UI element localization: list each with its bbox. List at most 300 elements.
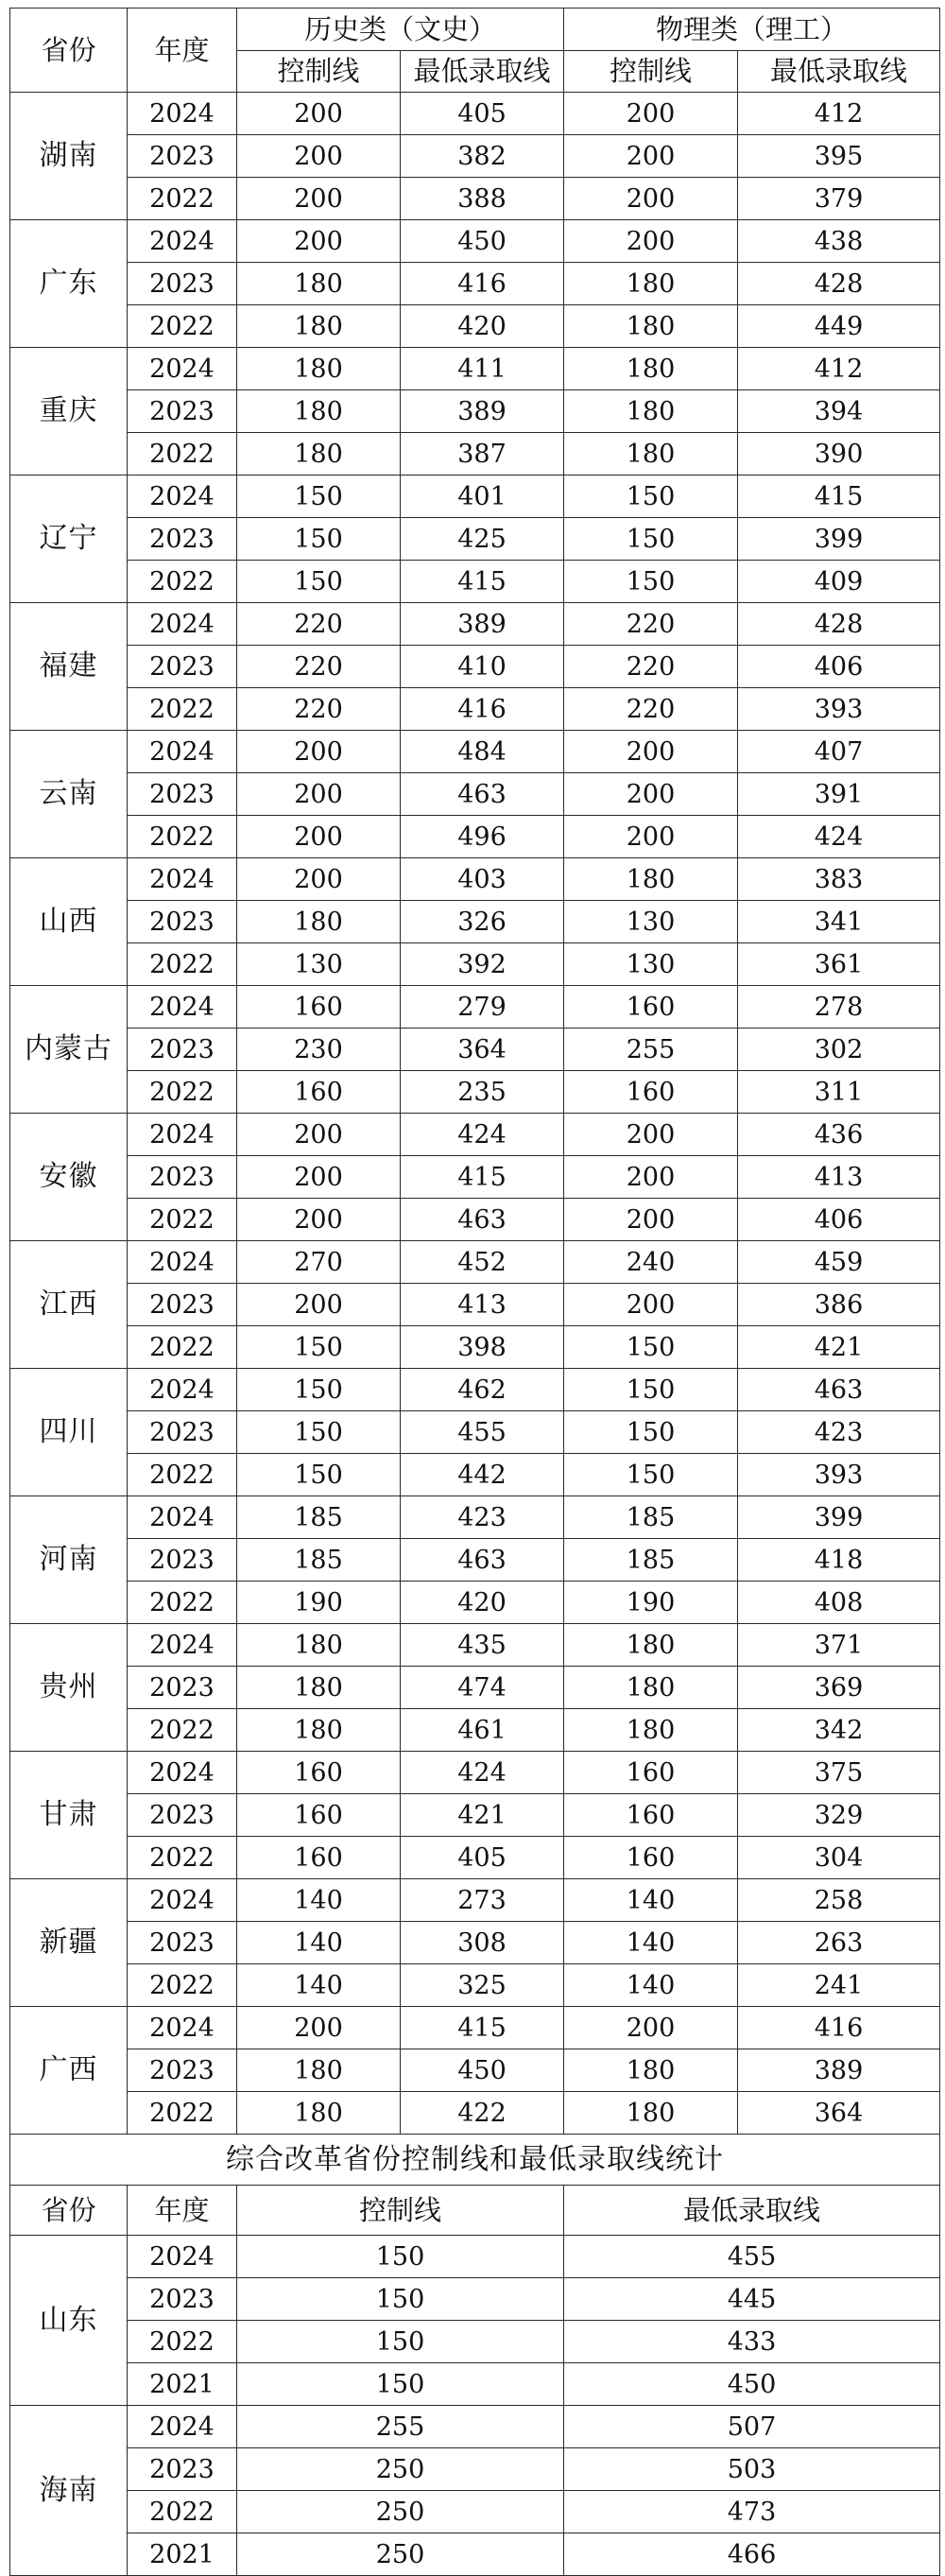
history-min-score-cell: 413 [401,1284,564,1326]
physics-control-cell: 200 [564,1284,738,1326]
province-name-cell: 福建 [10,603,128,731]
year-cell: 2022 [128,2321,237,2363]
physics-control-cell: 140 [564,1964,738,2007]
history-control-cell: 180 [237,1709,401,1752]
physics-control-cell: 220 [564,688,738,731]
physics-min-score-cell: 407 [738,731,940,773]
year-cell: 2022 [128,1454,237,1496]
physics-min-score-cell: 463 [738,1369,940,1411]
table-row [10,1794,940,1837]
physics-control-cell: 240 [564,1241,738,1284]
history-control-cell: 180 [237,263,401,305]
history-min-score-cell: 442 [401,1454,564,1496]
physics-control-cell: 180 [564,2049,738,2092]
history-control-cell: 200 [237,1284,401,1326]
table-row [10,1071,940,1114]
physics-control-cell: 180 [564,348,738,390]
min-score-cell: 507 [564,2406,940,2448]
table-row [10,646,940,688]
min-score-cell: 473 [564,2491,940,2533]
year-cell: 2022 [128,1709,237,1752]
table-row [10,1837,940,1879]
physics-control-cell: 190 [564,1582,738,1624]
table-row [10,2491,940,2533]
physics-control-cell: 160 [564,1794,738,1837]
physics-control-cell: 180 [564,305,738,348]
physics-min-score-cell: 399 [738,518,940,561]
year-cell: 2024 [128,220,237,263]
history-min-score-cell: 415 [401,2007,564,2049]
physics-control-cell: 180 [564,433,738,475]
physics-control-cell: 140 [564,1879,738,1922]
physics-min-score-cell: 364 [738,2092,940,2135]
history-min-score-cell: 484 [401,731,564,773]
year-cell: 2023 [128,1284,237,1326]
table-row [10,1496,940,1539]
physics-control-cell: 200 [564,135,738,178]
physics-control-cell: 130 [564,943,738,986]
year-cell: 2022 [128,1071,237,1114]
history-control-cell: 200 [237,731,401,773]
physics-control-cell: 150 [564,561,738,603]
min-score-cell: 433 [564,2321,940,2363]
physics-min-score-cell: 375 [738,1752,940,1794]
history-min-score-cell: 424 [401,1752,564,1794]
year-cell: 2022 [128,1326,237,1369]
physics-min-score-cell: 406 [738,646,940,688]
header-province: 省份 [10,2186,128,2236]
year-cell: 2023 [128,2278,237,2321]
physics-control-cell: 200 [564,178,738,220]
history-min-score-cell: 387 [401,433,564,475]
year-cell: 2022 [128,1964,237,2007]
physics-min-score-cell: 304 [738,1837,940,1879]
table-row [10,1241,940,1284]
min-score-cell: 450 [564,2363,940,2406]
history-min-score-cell: 415 [401,1156,564,1199]
history-min-score-cell: 389 [401,603,564,646]
history-min-score-cell: 424 [401,1114,564,1156]
year-cell: 2022 [128,561,237,603]
province-name-cell: 四川 [10,1369,128,1496]
history-control-cell: 200 [237,2007,401,2049]
physics-control-cell: 180 [564,1709,738,1752]
history-control-cell: 150 [237,518,401,561]
year-cell: 2022 [128,688,237,731]
history-control-cell: 180 [237,2049,401,2092]
table-row [10,1964,940,2007]
history-min-score-cell: 455 [401,1411,564,1454]
year-cell: 2021 [128,2533,237,2576]
year-cell: 2023 [128,1667,237,1709]
physics-min-score-cell: 406 [738,1199,940,1241]
table-row [10,1709,940,1752]
year-cell: 2024 [128,1369,237,1411]
header-min-score: 最低录取线 [564,2186,940,2236]
physics-min-score-cell: 258 [738,1879,940,1922]
history-min-score-cell: 325 [401,1964,564,2007]
history-control-cell: 230 [237,1029,401,1071]
physics-min-score-cell: 371 [738,1624,940,1667]
history-min-score-cell: 420 [401,1582,564,1624]
table-row [10,2092,940,2135]
year-cell: 2024 [128,1114,237,1156]
physics-control-cell: 200 [564,773,738,816]
table-row [10,2321,940,2363]
physics-control-cell: 220 [564,603,738,646]
table-row [10,1922,940,1964]
year-cell: 2024 [128,2236,237,2278]
history-control-cell: 150 [237,1411,401,1454]
history-min-score-cell: 450 [401,220,564,263]
physics-min-score-cell: 413 [738,1156,940,1199]
history-min-score-cell: 405 [401,93,564,135]
physics-min-score-cell: 399 [738,1496,940,1539]
history-control-cell: 180 [237,390,401,433]
control-line-cell: 255 [237,2406,564,2448]
physics-control-cell: 130 [564,901,738,943]
history-min-score-cell: 461 [401,1709,564,1752]
physics-min-score-cell: 393 [738,688,940,731]
history-min-score-cell: 415 [401,561,564,603]
year-cell: 2024 [128,1241,237,1284]
year-cell: 2022 [128,1199,237,1241]
table-row [10,1539,940,1582]
year-cell: 2022 [128,178,237,220]
history-min-score-cell: 416 [401,263,564,305]
table-row [10,2236,940,2278]
control-line-cell: 250 [237,2533,564,2576]
history-control-cell: 160 [237,1837,401,1879]
physics-control-cell: 185 [564,1496,738,1539]
physics-control-cell: 200 [564,93,738,135]
physics-min-score-cell: 389 [738,2049,940,2092]
year-cell: 2024 [128,858,237,901]
section-title: 综合改革省份控制线和最低录取线统计 [10,2135,940,2186]
year-cell: 2023 [128,1794,237,1837]
history-control-cell: 200 [237,178,401,220]
physics-control-cell: 140 [564,1922,738,1964]
history-control-cell: 185 [237,1496,401,1539]
table-row [10,220,940,263]
year-cell: 2024 [128,2007,237,2049]
history-control-cell: 140 [237,1964,401,2007]
history-min-score-cell: 450 [401,2049,564,2092]
history-control-cell: 140 [237,1922,401,1964]
history-control-cell: 180 [237,1667,401,1709]
history-min-score-cell: 463 [401,1539,564,1582]
year-cell: 2022 [128,305,237,348]
year-cell: 2024 [128,2406,237,2448]
min-score-cell: 455 [564,2236,940,2278]
year-cell: 2024 [128,603,237,646]
province-name-cell: 湖南 [10,93,128,220]
control-line-cell: 150 [237,2278,564,2321]
physics-min-score-cell: 278 [738,986,940,1029]
physics-min-score-cell: 428 [738,263,940,305]
physics-min-score-cell: 424 [738,816,940,858]
table2-title-row [10,2135,940,2186]
header-province: 省份 [10,9,128,93]
history-control-cell: 150 [237,1454,401,1496]
table-row [10,2406,940,2448]
physics-control-cell: 180 [564,263,738,305]
physics-control-cell: 180 [564,858,738,901]
physics-min-score-cell: 436 [738,1114,940,1156]
history-control-cell: 200 [237,858,401,901]
year-cell: 2022 [128,943,237,986]
history-min-score-cell: 405 [401,1837,564,1879]
header-year: 年度 [128,2186,237,2236]
year-cell: 2023 [128,1539,237,1582]
history-min-score-cell: 452 [401,1241,564,1284]
header-history-min-score: 最低录取线 [401,51,564,93]
header-year: 年度 [128,9,237,93]
history-control-cell: 220 [237,688,401,731]
physics-min-score-cell: 302 [738,1029,940,1071]
year-cell: 2022 [128,1837,237,1879]
physics-control-cell: 220 [564,646,738,688]
physics-control-cell: 160 [564,1071,738,1114]
control-line-cell: 250 [237,2491,564,2533]
history-control-cell: 270 [237,1241,401,1284]
history-min-score-cell: 435 [401,1624,564,1667]
history-control-cell: 200 [237,816,401,858]
history-min-score-cell: 423 [401,1496,564,1539]
physics-min-score-cell: 415 [738,475,940,518]
history-min-score-cell: 420 [401,305,564,348]
table-row [10,475,940,518]
table-row [10,773,940,816]
physics-control-cell: 200 [564,1156,738,1199]
table-row [10,390,940,433]
header-physics-min-score: 最低录取线 [738,51,940,93]
header-physics-category: 物理类（理工） [564,9,940,51]
table-row [10,2049,940,2092]
history-control-cell: 200 [237,93,401,135]
province-name-cell: 江西 [10,1241,128,1369]
table-row [10,1667,940,1709]
history-min-score-cell: 416 [401,688,564,731]
history-min-score-cell: 392 [401,943,564,986]
history-control-cell: 185 [237,1539,401,1582]
physics-min-score-cell: 393 [738,1454,940,1496]
physics-min-score-cell: 390 [738,433,940,475]
physics-min-score-cell: 386 [738,1284,940,1326]
history-control-cell: 200 [237,220,401,263]
history-min-score-cell: 463 [401,773,564,816]
table1-header-row-1 [10,9,940,51]
history-min-score-cell: 410 [401,646,564,688]
history-min-score-cell: 308 [401,1922,564,1964]
history-control-cell: 180 [237,348,401,390]
year-cell: 2023 [128,1156,237,1199]
physics-min-score-cell: 391 [738,773,940,816]
physics-min-score-cell: 438 [738,220,940,263]
province-name-cell: 重庆 [10,348,128,475]
table2-header-row [10,2186,940,2236]
history-control-cell: 200 [237,1114,401,1156]
table-row [10,1284,940,1326]
table-row [10,2448,940,2491]
province-name-cell: 辽宁 [10,475,128,603]
province-name-cell: 云南 [10,731,128,858]
year-cell: 2024 [128,1624,237,1667]
physics-min-score-cell: 418 [738,1539,940,1582]
table-row [10,518,940,561]
table-row [10,1411,940,1454]
header-history-category: 历史类（文史） [237,9,564,51]
table-row [10,2533,940,2576]
year-cell: 2022 [128,2491,237,2533]
header-physics-control-line: 控制线 [564,51,738,93]
history-control-cell: 150 [237,561,401,603]
table-row [10,2278,940,2321]
admission-score-table [9,8,940,2576]
province-name-cell: 山西 [10,858,128,986]
physics-control-cell: 150 [564,1411,738,1454]
physics-control-cell: 200 [564,1199,738,1241]
history-min-score-cell: 422 [401,2092,564,2135]
history-min-score-cell: 382 [401,135,564,178]
history-control-cell: 220 [237,646,401,688]
physics-control-cell: 150 [564,518,738,561]
physics-control-cell: 180 [564,390,738,433]
control-line-cell: 150 [237,2321,564,2363]
physics-control-cell: 185 [564,1539,738,1582]
table-row [10,731,940,773]
year-cell: 2024 [128,475,237,518]
history-control-cell: 200 [237,135,401,178]
history-control-cell: 180 [237,2092,401,2135]
history-control-cell: 180 [237,305,401,348]
history-min-score-cell: 403 [401,858,564,901]
year-cell: 2024 [128,986,237,1029]
table-row [10,561,940,603]
history-min-score-cell: 235 [401,1071,564,1114]
history-min-score-cell: 364 [401,1029,564,1071]
year-cell: 2024 [128,93,237,135]
table-row [10,1326,940,1369]
physics-min-score-cell: 379 [738,178,940,220]
table-row [10,986,940,1029]
year-cell: 2023 [128,2448,237,2491]
table-row [10,1582,940,1624]
physics-min-score-cell: 394 [738,390,940,433]
table-row [10,135,940,178]
table-row [10,816,940,858]
year-cell: 2024 [128,731,237,773]
history-control-cell: 190 [237,1582,401,1624]
physics-control-cell: 200 [564,1114,738,1156]
year-cell: 2021 [128,2363,237,2406]
physics-min-score-cell: 421 [738,1326,940,1369]
history-control-cell: 160 [237,986,401,1029]
physics-control-cell: 160 [564,1752,738,1794]
year-cell: 2023 [128,135,237,178]
physics-min-score-cell: 416 [738,2007,940,2049]
province-name-cell: 甘肃 [10,1752,128,1879]
history-min-score-cell: 401 [401,475,564,518]
table-row [10,1029,940,1071]
physics-control-cell: 200 [564,816,738,858]
history-control-cell: 180 [237,433,401,475]
province-name-cell: 内蒙古 [10,986,128,1114]
table-row [10,2007,940,2049]
table-row [10,1879,940,1922]
history-min-score-cell: 425 [401,518,564,561]
physics-min-score-cell: 412 [738,348,940,390]
table-row [10,2363,940,2406]
year-cell: 2022 [128,433,237,475]
physics-control-cell: 200 [564,731,738,773]
table-row [10,433,940,475]
control-line-cell: 150 [237,2236,564,2278]
table-row [10,1752,940,1794]
physics-min-score-cell: 428 [738,603,940,646]
history-min-score-cell: 398 [401,1326,564,1369]
history-control-cell: 220 [237,603,401,646]
physics-min-score-cell: 241 [738,1964,940,2007]
history-control-cell: 150 [237,475,401,518]
header-control-line: 控制线 [237,2186,564,2236]
physics-min-score-cell: 369 [738,1667,940,1709]
year-cell: 2022 [128,2092,237,2135]
province-name-cell: 河南 [10,1496,128,1624]
province-name-cell: 新疆 [10,1879,128,2007]
year-cell: 2023 [128,518,237,561]
table-row [10,348,940,390]
history-control-cell: 180 [237,901,401,943]
table-row [10,1114,940,1156]
year-cell: 2024 [128,1496,237,1539]
physics-min-score-cell: 412 [738,93,940,135]
year-cell: 2022 [128,816,237,858]
physics-min-score-cell: 409 [738,561,940,603]
history-min-score-cell: 462 [401,1369,564,1411]
control-line-cell: 150 [237,2363,564,2406]
year-cell: 2023 [128,773,237,816]
history-min-score-cell: 273 [401,1879,564,1922]
control-line-cell: 250 [237,2448,564,2491]
physics-min-score-cell: 449 [738,305,940,348]
physics-control-cell: 200 [564,2007,738,2049]
year-cell: 2023 [128,646,237,688]
year-cell: 2023 [128,263,237,305]
physics-min-score-cell: 408 [738,1582,940,1624]
history-control-cell: 150 [237,1326,401,1369]
year-cell: 2023 [128,1922,237,1964]
year-cell: 2024 [128,1752,237,1794]
table-row [10,1156,940,1199]
physics-min-score-cell: 311 [738,1071,940,1114]
table-row [10,603,940,646]
table-row [10,688,940,731]
year-cell: 2023 [128,2049,237,2092]
table-row [10,1624,940,1667]
physics-min-score-cell: 342 [738,1709,940,1752]
history-min-score-cell: 411 [401,348,564,390]
history-min-score-cell: 279 [401,986,564,1029]
physics-control-cell: 150 [564,1326,738,1369]
province-name-cell: 广东 [10,220,128,348]
physics-control-cell: 180 [564,2092,738,2135]
physics-control-cell: 150 [564,1454,738,1496]
history-min-score-cell: 496 [401,816,564,858]
physics-control-cell: 180 [564,1667,738,1709]
physics-min-score-cell: 423 [738,1411,940,1454]
history-control-cell: 160 [237,1752,401,1794]
